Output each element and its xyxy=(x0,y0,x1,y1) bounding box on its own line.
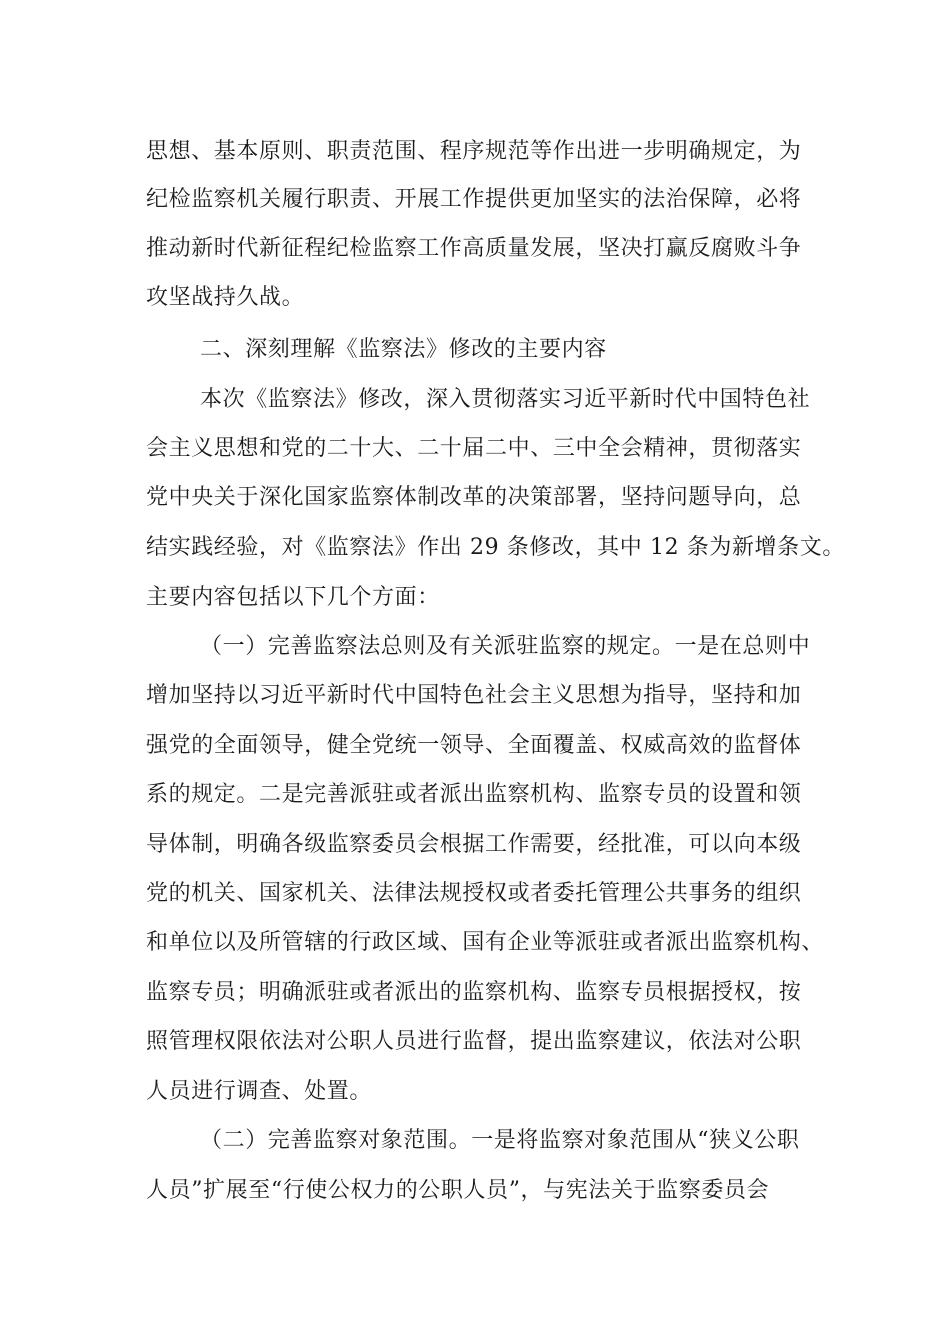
text-line: 纪检监察机关履行职责、开展工作提供更加坚实的法治保障，必将 xyxy=(146,187,802,212)
text-line: 攻坚战持久战。 xyxy=(146,285,305,310)
subsection-lead: （一）完善监察法总则及有关派驻监察的规定。一是在总则中 xyxy=(200,634,811,659)
text-line: 会主义思想和党的二十大、二十届二中、三中全会精神，贯彻落实 xyxy=(146,436,802,461)
text-line: 推动新时代新征程纪检监察工作高质量发展，坚决打赢反腐败斗争 xyxy=(146,236,802,261)
text-line: 增加坚持以习近平新时代中国特色社会主义思想为指导，坚持和加 xyxy=(146,683,802,708)
text-line: 照管理权限依法对公职人员进行监督，提出监察建议，依法对公职 xyxy=(146,1029,802,1054)
text-line: 党中央关于深化国家监察体制改革的决策部署，坚持问题导向，总 xyxy=(146,485,802,510)
section-heading: 二、深刻理解《监察法》修改的主要内容 xyxy=(200,337,607,362)
text-line: 系的规定。二是完善派驻或者派出监察机构、监察专员的设置和领 xyxy=(146,782,802,807)
text-line: 人员进行调查、处置。 xyxy=(146,1079,373,1104)
text-line: 思想、基本原则、职责范围、程序规范等作出进一步明确规定，为 xyxy=(146,139,802,164)
text-line: 本次《监察法》修改，深入贯彻落实习近平新时代中国特色社 xyxy=(200,387,811,412)
text-line: 和单位以及所管辖的行政区域、国有企业等派驻或者派出监察机构、 xyxy=(146,930,825,955)
text-line: 强党的全面领导，健全党统一领导、全面覆盖、权威高效的监督体 xyxy=(146,733,802,758)
text-line: 党的机关、国家机关、法律法规授权或者委托管理公共事务的组织 xyxy=(146,881,802,906)
text-line: 人员”扩展至“行使公权力的公职人员”，与宪法关于监察委员会 xyxy=(146,1178,770,1203)
text-line: 导体制，明确各级监察委员会根据工作需要，经批准，可以向本级 xyxy=(146,832,802,857)
subsection-lead: （二）完善监察对象范围。一是将监察对象范围从“狭义公职 xyxy=(200,1128,800,1153)
text-line: 监察专员；明确派驻或者派出的监察机构、监察专员根据授权，按 xyxy=(146,980,802,1005)
text-line: 主要内容包括以下几个方面： xyxy=(146,585,440,610)
text-line: 结实践经验，对《监察法》作出 29 条修改，其中 12 条为新增条文。 xyxy=(146,535,845,560)
